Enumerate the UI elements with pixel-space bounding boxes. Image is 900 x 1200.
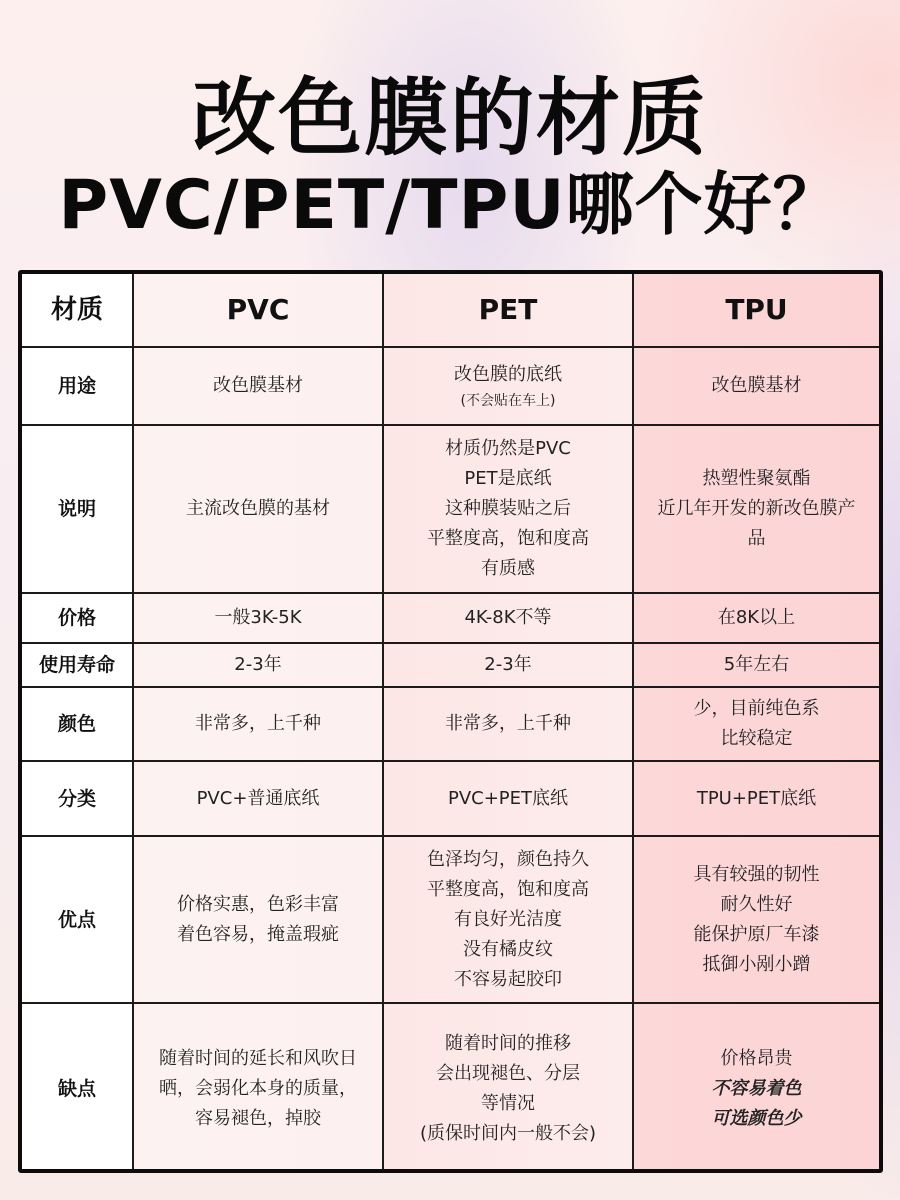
cell-pet (383, 1003, 633, 1173)
cell-text: 容易褪色，掉胶 (195, 1107, 321, 1129)
cell-text: 会出现褪色、分层 (436, 1062, 580, 1084)
cell-text: 能保护原厂车漆 (693, 923, 820, 945)
table-row-lifespan (22, 643, 879, 687)
cell-text: 改色膜的底纸 (454, 364, 562, 385)
cell-text: 非常多，上千种 (195, 713, 321, 734)
cell-pvc (133, 836, 383, 1003)
table-row-price (22, 593, 879, 643)
cell-text: 这种膜装贴之后 (445, 498, 571, 519)
cell-text: 改色膜基材 (711, 375, 802, 396)
row-label: 分类 (22, 761, 133, 836)
cell-text: 没有橘皮纹 (463, 938, 553, 960)
row-label: 缺点 (22, 1003, 133, 1173)
cell-text: 改色膜基材 (213, 375, 303, 396)
table-row-color (22, 687, 879, 761)
table-row-description (22, 425, 879, 593)
cell-pvc (133, 1003, 383, 1173)
cell-pet (383, 761, 633, 836)
table-row-usage (22, 347, 879, 425)
page-subtitle: PVC/PET/TPU哪个好？ (58, 166, 842, 245)
cell-emphasis-text: 不容易着色 (711, 1077, 802, 1099)
cell-text: 材质仍然是PVC (445, 438, 571, 459)
cell-text: 随着时间的推移 (445, 1032, 571, 1054)
cell-text: 具有较强的韧性 (693, 863, 820, 885)
cell-tpu (633, 836, 879, 1003)
cell-pvc (133, 425, 383, 593)
cell-text: 平整度高，饱和度高 (427, 528, 589, 549)
cell-pet (383, 643, 633, 687)
cell-pvc (133, 687, 383, 761)
cell-text: 随着时间的延长和风吹日 (159, 1047, 357, 1069)
header-pet: PET (383, 274, 633, 347)
cell-text: 等情况 (481, 1092, 535, 1114)
cell-pvc (133, 347, 383, 425)
cell-text: 4K-8K不等 (464, 607, 552, 628)
cell-pvc (133, 643, 383, 687)
table-row-category (22, 761, 879, 836)
cell-text: 2-3年 (484, 654, 532, 675)
table-row-pros (22, 836, 879, 1003)
cell-text: 比较稳定 (720, 728, 793, 749)
cell-text: 抵御小剐小蹭 (702, 953, 811, 975)
cell-pet (383, 425, 633, 593)
cell-text: 色泽均匀，颜色持久 (427, 848, 589, 870)
cell-text: 5年左右 (723, 654, 790, 675)
cell-emphasis-text: 可选颜色少 (711, 1107, 802, 1129)
cell-pet (383, 347, 633, 425)
row-label: 说明 (22, 425, 133, 593)
cell-text: 有良好光洁度 (454, 908, 562, 930)
cell-text: PVC+PET底纸 (447, 787, 569, 809)
cell-text: 价格昂贵 (720, 1047, 793, 1069)
title-block (0, 0, 900, 262)
cell-text: (质保时间内一般不会) (419, 1122, 597, 1144)
cell-text: 近几年开发的新改色膜产 (657, 498, 856, 519)
row-label: 优点 (22, 836, 133, 1003)
cell-tpu (633, 761, 879, 836)
row-label: 使用寿命 (22, 643, 133, 687)
cell-text: PET是底纸 (464, 468, 552, 489)
row-label: 颜色 (22, 687, 133, 761)
cell-text: 耐久性好 (720, 893, 793, 915)
row-label: 用途 (22, 347, 133, 425)
cell-text: 着色容易，掩盖瑕疵 (177, 923, 339, 945)
cell-text: 有质感 (481, 558, 535, 579)
cell-tpu (633, 593, 879, 643)
cell-text: 晒，会弱化本身的质量， (159, 1077, 357, 1099)
cell-text: 少，目前纯色系 (693, 698, 820, 719)
cell-pet (383, 593, 633, 643)
cell-text: 不容易起胶印 (454, 968, 562, 990)
cell-text: 热塑性聚氨酯 (702, 468, 811, 489)
cell-note: (不会贴在车上) (460, 393, 556, 409)
cell-text: TPU+PET底纸 (696, 787, 817, 809)
cell-text: 一般3K-5K (214, 607, 302, 628)
cell-pet (383, 836, 633, 1003)
cell-text: 价格实惠，色彩丰富 (177, 893, 339, 915)
comparison-table (18, 270, 883, 1173)
header-tpu: TPU (633, 274, 879, 347)
cell-text: 在8K以上 (717, 607, 796, 628)
table-header-row (22, 274, 879, 347)
row-label: 价格 (22, 593, 133, 643)
cell-text: 平整度高，饱和度高 (427, 878, 589, 900)
page-title: 改色膜的材质 (191, 69, 708, 167)
cell-text: 品 (747, 528, 766, 549)
header-material: 材质 (22, 274, 133, 347)
cell-text: 非常多，上千种 (445, 713, 571, 734)
cell-pvc (133, 593, 383, 643)
cell-text: 主流改色膜的基材 (186, 498, 330, 519)
cell-pvc (133, 761, 383, 836)
cell-tpu (633, 347, 879, 425)
cell-tpu (633, 687, 879, 761)
cell-pet (383, 687, 633, 761)
cell-text: PVC+普通底纸 (196, 787, 320, 809)
cell-text: 2-3年 (234, 654, 282, 675)
header-pvc: PVC (133, 274, 383, 347)
cell-tpu (633, 643, 879, 687)
table-row-cons (22, 1003, 879, 1173)
cell-tpu (633, 1003, 879, 1173)
cell-tpu (633, 425, 879, 593)
